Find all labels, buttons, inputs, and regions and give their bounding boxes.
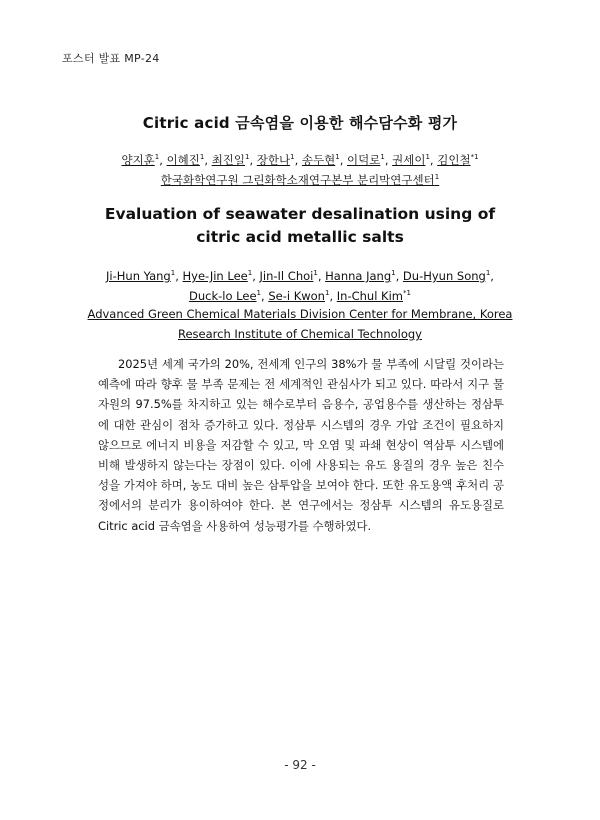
korean-author-separator: , (384, 153, 393, 167)
english-affiliation-line-1: Advanced Green Chemical Materials Division Center for Membrane, Korea (87, 307, 513, 321)
korean-author-name: 최진일 (211, 153, 246, 167)
english-author-name: Jin-Il Choi (259, 269, 314, 283)
english-author-name: Hanna Jang (325, 269, 392, 283)
korean-author-affiliation-mark: 1 (199, 153, 205, 161)
korean-author-affiliation-mark: 1 (425, 153, 430, 161)
korean-author-separator: , (204, 153, 212, 167)
english-author-affiliation-mark: 1 (170, 269, 176, 277)
korean-affiliation (0, 170, 600, 190)
korean-author-affiliation-mark: 1 (154, 153, 160, 161)
english-author-name: Ji-Hun Yang (106, 269, 171, 283)
korean-author-separator: , (159, 153, 167, 167)
page-number: - 92 - (284, 758, 316, 772)
korean-author-separator: , (294, 153, 302, 167)
korean-author-affiliation-mark: 1 (380, 153, 385, 161)
english-author-affiliation-mark: 1 (256, 289, 262, 297)
english-author-list (0, 266, 600, 306)
english-author-affiliation-mark: *1 (403, 289, 411, 297)
english-author-separator: , (252, 269, 260, 283)
korean-author-name: 이혜진 (166, 153, 200, 167)
english-author-separator: , (329, 289, 337, 303)
english-author-name: Du-Hyun Song (402, 269, 486, 283)
english-author-separator: , (175, 269, 183, 283)
korean-title: Citric acid 금속염을 이용한 해수담수화 평가 (142, 114, 458, 132)
abstract (98, 354, 504, 536)
english-affiliation (0, 304, 600, 344)
english-affiliation-line-2: Research Institute of Chemical Technology (178, 327, 422, 341)
english-author-affiliation-mark: 1 (485, 269, 491, 277)
korean-author-separator: , (339, 153, 348, 167)
english-author-name: Se-i Kwon (268, 289, 325, 303)
english-title-line-2: citric acid metallic salts (196, 228, 404, 246)
english-author-name: In-Chul Kim (336, 289, 403, 303)
korean-author-name: 이덕로 (347, 153, 381, 167)
korean-affiliation-text: 한국화학연구원 그린화학소재연구본부 분리막연구센터 (160, 173, 435, 187)
english-author-name: Duck-lo Lee (189, 289, 257, 303)
english-author-affiliation-mark: 1 (247, 269, 253, 277)
abstract-paragraph: 2025년 세계 국가의 20%, 전세계 인구의 38%가 물 부족에 시달릴 것이라는 예측에 따라 향후 물 부족 문제는 전 세계적인 관심사가 되고 있다. 따라서 지구 물 자원의 97.5%를 차지하고 있는 해수로부터 음용수, 공업용수를 생산하는 정삼투에 대한 관심이 점차 증가하고 있다. 정삼투 시스템의 경우 가압 조건이 필요하지 않으므로 에너지 비용을 저감할 수 있고, 막 오염 및 파쇄 현상이 역삼투 시스템에 비해 발생하지 않는다는 장점이 있다. 이에 사용되는 유도 용질의 경우 높은 친수성을 가져야 하며, 농도 대비 높은 삼투압을 보여야 한다. 또한 유도용액 후처리 공정에서의 분리가 용이하여야 한다. 본 연구에서는 정삼투 시스템의 유도용질로 Citric acid 금속염을 사용하여 성능평가를 수행하였다. (98, 357, 504, 533)
english-author-affiliation-mark: 1 (391, 269, 396, 277)
korean-author-name: 장한나 (256, 153, 291, 167)
korean-author-separator: , (249, 153, 257, 167)
english-author-affiliation-mark: 1 (324, 289, 330, 297)
english-author-separator: , (261, 289, 269, 303)
korean-author-list (0, 150, 600, 170)
korean-author-separator: , (429, 153, 438, 167)
korean-affiliation-sup: 1 (434, 173, 440, 181)
english-author-separator: , (395, 269, 403, 283)
english-author-affiliation-mark: 1 (313, 269, 318, 277)
korean-author-name: 권세이 (392, 153, 426, 167)
korean-author-affiliation-mark: 1 (335, 153, 340, 161)
korean-author-name: 김인철 (437, 153, 471, 167)
english-title (0, 203, 600, 249)
english-author-separator: , (317, 269, 326, 283)
korean-author-name: 송두현 (301, 153, 336, 167)
english-author-separator: , (490, 269, 494, 283)
korean-author-affiliation-mark: *1 (470, 153, 479, 161)
english-title-line-1: Evaluation of seawater desalination using of (104, 205, 496, 223)
korean-author-name: 양지훈 (121, 153, 155, 167)
korean-author-affiliation-mark: 1 (290, 153, 295, 161)
english-author-name: Hye-Jin Lee (182, 269, 248, 283)
korean-author-affiliation-mark: 1 (245, 153, 250, 161)
poster-session-label: 포스터 발표 MP-24 (62, 52, 160, 65)
